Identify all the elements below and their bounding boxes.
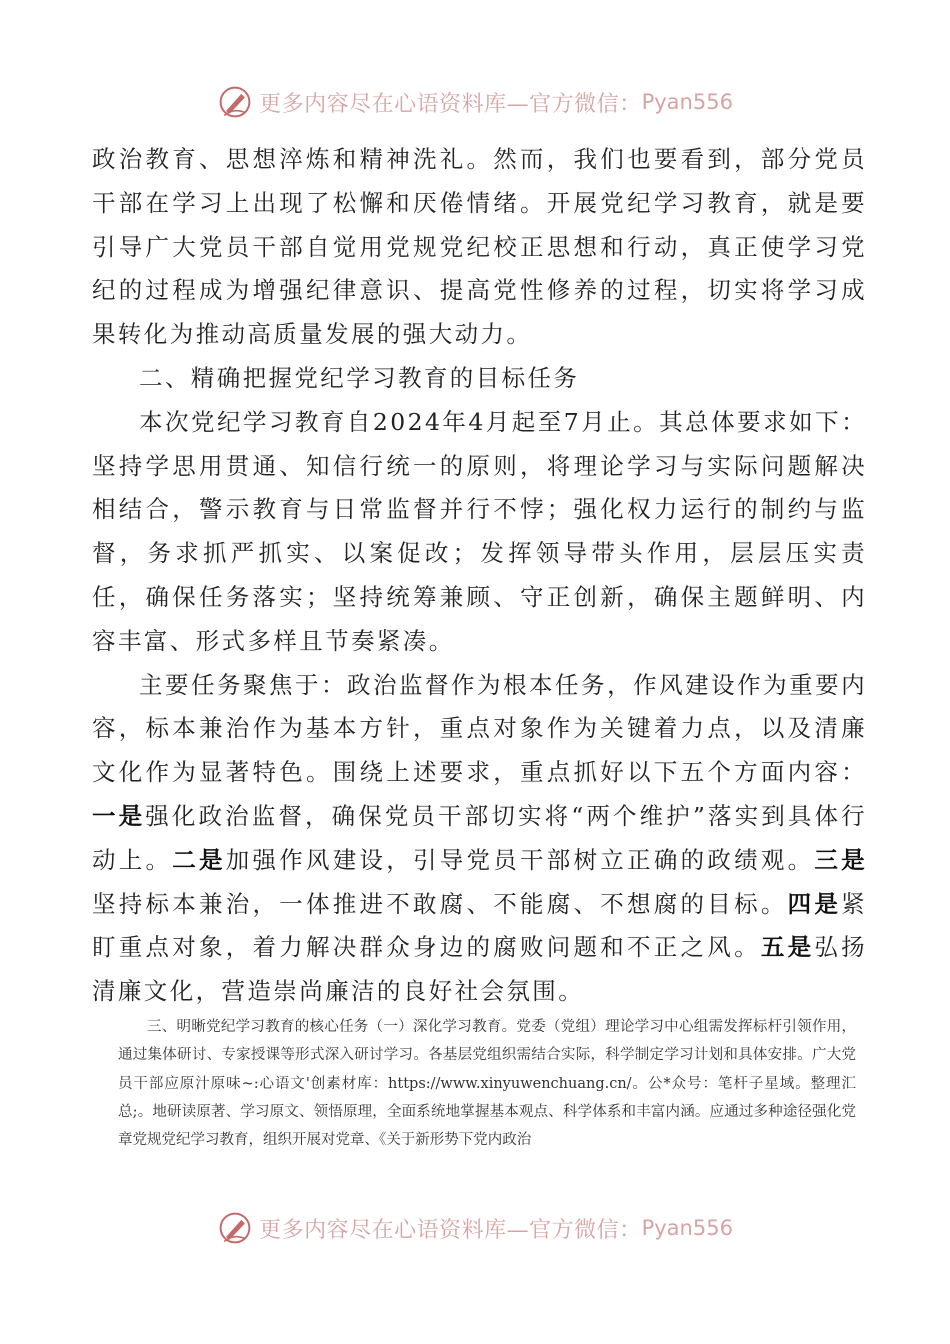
p3-label-1: 一是	[92, 801, 146, 830]
p3-label-2: 二是	[172, 845, 226, 874]
p3-text-5: 弘扬清廉文化，营造崇尚廉洁的良好社会氛围。	[92, 933, 867, 1006]
paragraph-3	[92, 664, 867, 1014]
section-heading-2: 二、精确把握党纪学习教育的目标任务	[139, 363, 580, 392]
banner-wechat-id: Pyan556	[641, 90, 733, 114]
paragraph-1: 政治教育、思想淬炼和精神洗礼。然而，我们也要看到，部分党员干部在学习上出现了松懈和厌倦情绪。开展党纪学习教育，就是要引导广大党员干部自觉用党规党纪校正思想和行动，真正使学习党纪的过程成为增强纪律意识、提高党性修养的过程，切实将学习成果转化为推动高质量发展的强大动力。	[92, 145, 867, 349]
p3-label-5: 五是	[760, 933, 815, 962]
p3-intro: 主要任务聚焦于：政治监督作为根本任务，作风建设作为重要内容，标本兼治作为基本方针，重点对象作为关键着力点，以及清廉文化作为显著特色。围绕上述要求，重点抓好以下五个方面内容：	[92, 670, 867, 787]
document-body	[92, 138, 867, 1014]
paragraph-2: 本次党纪学习教育自2024年4月起至7月止。其总体要求如下：坚持学思用贯通、知信行统一的原则，将理论学习与实际问题解决相结合，警示教育与日常监督并行不悖；强化权力运行的制约与监督，务求抓严抓实、以案促改；发挥领导带头作用，层层压实责任，确保任务落实；坚持统筹兼顾、守正创新，确保主题鲜明、内容丰富、形式多样且节奏紧凑。	[92, 407, 867, 655]
pen-logo-icon	[217, 1210, 253, 1246]
banner-wechat-id: Pyan556	[641, 1216, 733, 1240]
p3-text-1: 强化政治监督，确保党员干部切实将“两个维护”落实到具体行动上。	[92, 801, 867, 874]
p3-text-3: 坚持标本兼治，一体推进不敢腐、不能腐、不想腐的目标。	[92, 889, 788, 918]
pen-logo-icon	[217, 84, 253, 120]
p3-label-4: 四是	[787, 889, 842, 918]
paragraph-4-small: 三、明晰党纪学习教育的核心任务（一）深化学习教育。党委（党组）理论学习中心组需发挥标杆引领作用，通过集体研讨、专家授课等形式深入研讨学习。各基层党组织需结合实际，科学制定学习计划和具体安排。广大党员干部应原汁原味~:心语文'创素材库：https://www.xinyuwenchuang.cn/。公*众号：笔杆子星域。整理汇总;。地研读原著、学习原文、领悟原理，全面系统地掌握基本观点、科学体系和丰富内涵。应通过多种途径强化党章党规党纪学习教育，组织开展对党章、《关于新形势下党内政治	[118, 1019, 856, 1149]
footer-watermark-banner	[0, 1206, 950, 1250]
p3-text-2: 加强作风建设，引导党员干部树立正确的政绩观。	[225, 845, 815, 874]
banner-text: 更多内容尽在心语资料库—官方微信：	[259, 1217, 642, 1243]
banner-text: 更多内容尽在心语资料库—官方微信：	[259, 91, 642, 117]
header-watermark-banner	[0, 80, 950, 124]
p3-label-3: 三是	[814, 845, 867, 874]
p3-text-4: 紧盯重点对象，着力解决群众身边的腐败问题和不正之风。	[92, 889, 867, 962]
